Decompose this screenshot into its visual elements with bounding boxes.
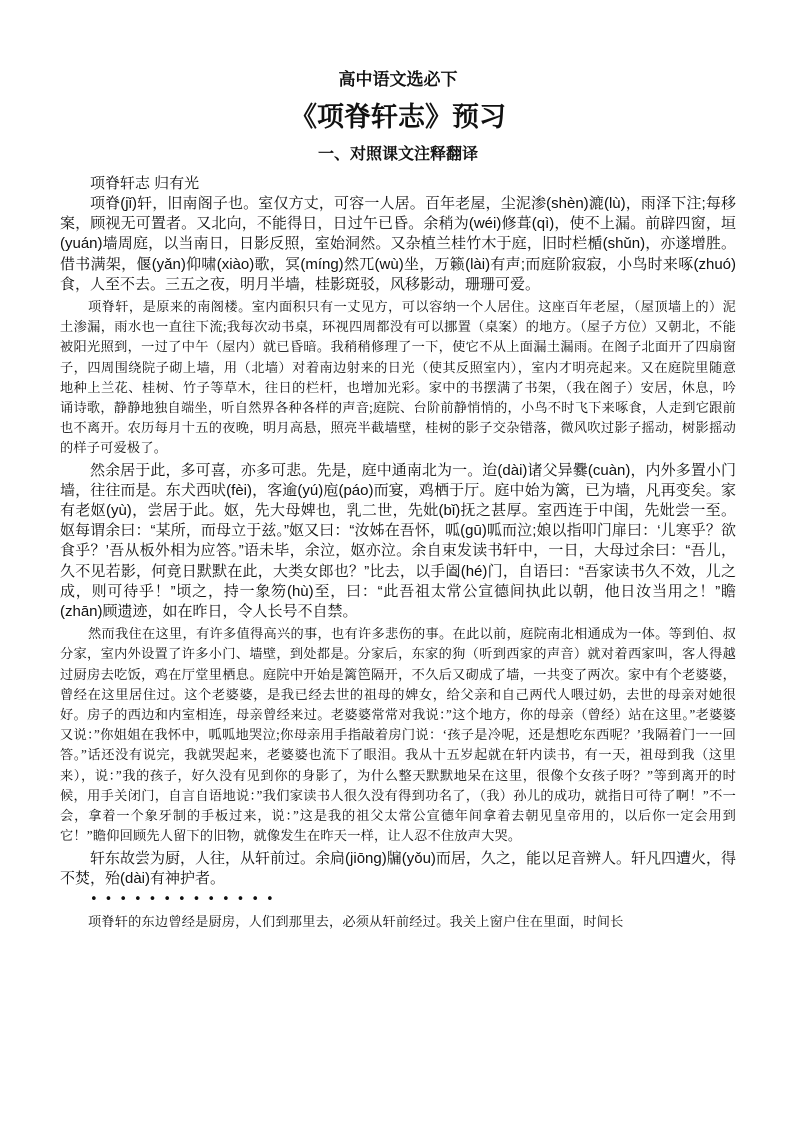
original-paragraph-1: 项脊(jǐ)轩，旧南阁子也。室仅方丈，可容一人居。百年老屋，尘泥渗(shèn)漉(lù)，雨泽下注;每移案，顾视无可置者。又北向，不能得日，日过午已昏。余稍为(wéi)修葺(qì)，使不上漏。前辟四窗，垣(yuán)墙周庭，以当南日，日影反照，室始洞然。又杂植兰桂竹木于庭，旧时栏楯(shǔn)，亦遂增胜。借书满架，偃(yǎn)仰啸(xiào)歌，冥(míng)然兀(wù)坐，万籁(lài)有声;而庭阶寂寂，小鸟时来啄(zhuó)食，人至不去。三五之夜，明月半墙，桂影斑驳，风移影动，珊珊可爱。	[60, 195, 736, 293]
translation-paragraph-1: 项脊轩，是原来的南阁楼。室内面积只有一丈见方，可以容纳一个人居住。这座百年老屋，（屋顶墙上的）泥土渗漏，雨水也一直往下流;我每次动书桌，环视四周都没有可以挪置（桌案）的地方。（屋子方位）又朝北，不能被阳光照到，一过了中午（屋内）就已昏暗。我稍稍修理了一下，使它不从上面漏土漏雨。在阁子北面开了四扇窗子，四周围绕院子砌上墙，用（北墙）对着南边射来的日光（使其反照室内），室内才明亮起来。又在庭院里随意地种上兰花、桂树、竹子等草木，往日的栏杆，也增加光彩。家中的书摆满了书架，（我在阁子）安居，休息，吟诵诗歌，静静地独自端坐，听自然界各种各样的声音;庭院、台阶前静悄悄的，小鸟不时飞下来啄食，人走到它跟前也不离开。农历每月十五的夜晚，明月高悬，照亮半截墙壁，桂树的影子交杂错落，微风吹过影子摇动，树影摇动的样子可爱极了。	[60, 299, 736, 456]
translation-paragraph-2: 然而我住在这里，有许多值得高兴的事，也有许多悲伤的事。在此以前，庭院南北相通成为一体。等到伯、叔分家，室内外设置了许多小门、墙壁，到处都是。分家后，东家的狗（听到西家的声音）就对着西家叫，客人得越过厨房去吃饭，鸡在厅堂里栖息。庭院中开始是篱笆隔开，不久后又砌成了墙，一共变了两次。家中有个老婆婆，曾经在这里居住过。这个老婆婆，是我已经去世的祖母的婢女，给父亲和自己两代人喂过奶，去世的母亲对她很好。房子的西边和内室相连，母亲曾经来过。老婆婆常常对我说：”这个地方，你的母亲（曾经）站在这里。”老婆婆又说：”你姐姐在我怀中，呱呱地哭泣;你母亲用手指敲着房门说：‘孩子是冷呢，还是想吃东西呢？’我隔着门一一回答。”话还没有说完，我就哭起来，老婆婆也流下了眼泪。我从十五岁起就在轩内读书，有一天，祖母到我（这里来），说：”我的孩子，好久没有见到你的身影了，为什么整天默默地呆在这里，很像个女孩子呀？”等到离开的时候，用手关闭门，自言自语地说：”我们家读书人很久没有得到功名了，（我）孙儿的成功，就指日可待了啊！”不一会，拿着一个象牙制的手板过来，说：”这是我的祖父太常公宣德年间拿着去朝见皇帝用的，以后你一定会用到它！”瞻仰回顾先人留下的旧物，就像发生在昨天一样，让人忍不住放声大哭。	[60, 626, 736, 844]
original-paragraph-2: 然余居于此，多可喜，亦多可悲。先是，庭中通南北为一。迨(dài)诸父异爨(cuàn)，内外多置小门墙，往往而是。东犬西吠(fèi)，客逾(yú)庖(páo)而宴，鸡栖于厅。庭中始为篱，已为墙，凡再变矣。家有老妪(yù)，尝居于此。妪，先大母婢也，乳二世，先妣(bǐ)抚之甚厚。室西连于中闺，先妣尝一至。妪每谓余曰：“某所，而母立于兹。”妪又曰：“汝姊在吾怀，呱(gū)呱而泣;娘以指叩门扉曰：‘儿寒乎？欲食乎？’吾从板外相为应答。”语未毕，余泣，妪亦泣。余自束发读书轩中，一日，大母过余曰：“吾儿，久不见若影，何竟日默默在此，大类女郎也？”比去，以手阖(hé)门，自语曰：“吾家读书久不效，儿之成，则可待乎！”顷之，持一象笏(hù)至，曰：“此吾祖太常公宣德间执此以朝，他日汝当用之！”瞻(zhān)顾遗迹，如在昨日，令人长号不自禁。	[60, 461, 736, 621]
ellipsis-dots: •••••••••••••	[90, 891, 281, 907]
course-title: 高中语文选必下	[338, 70, 458, 90]
page-title: 《项脊轩志》预习	[290, 102, 506, 133]
text-byline: 项脊轩志 归有光	[90, 175, 200, 192]
original-paragraph-3: 轩东故尝为厨，人往，从轩前过。余扃(jiōng)牖(yǒu)而居，久之，能以足音辨人。轩凡四遭火，得不焚，殆(dài)有神护者。	[60, 849, 736, 887]
translation-paragraph-3: 项脊轩的东边曾经是厨房，人们到那里去，必须从轩前经过。我关上窗户住在里面，时间长	[88, 913, 624, 929]
section-heading: 一、对照课文注释翻译	[317, 144, 478, 163]
